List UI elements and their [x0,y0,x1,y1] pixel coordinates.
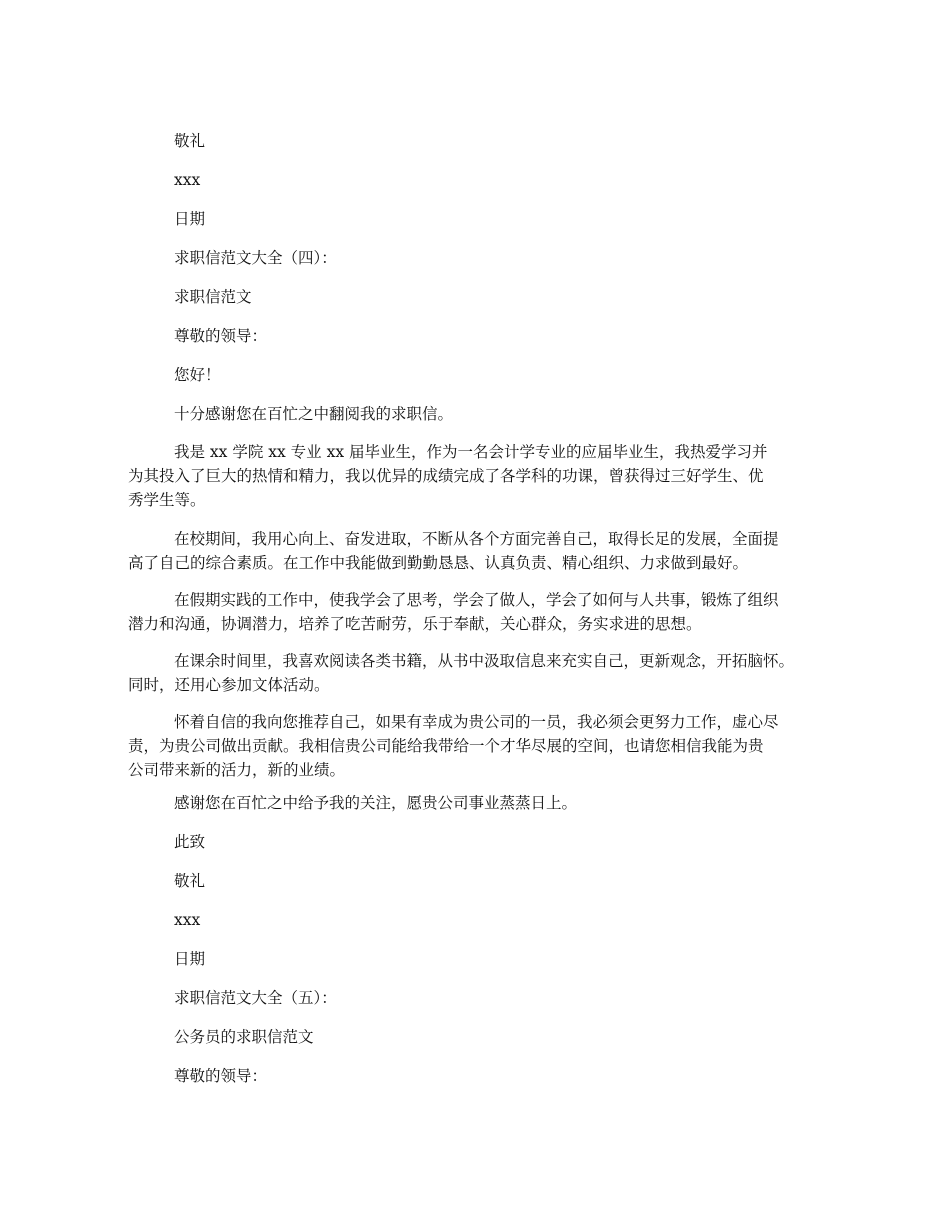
paragraph-line: 责，为贵公司做出贡献。我相信贵公司能给我带给一个才华尽展的空间，也请您相信我能为贵 [128,737,764,755]
body-paragraph [128,527,828,575]
closing-regards: 此致 [174,833,206,851]
section-heading-five: 求职信范文大全（五）： [174,989,337,1007]
letter-hello: 您好！ [174,366,221,384]
salutation-respect: 敬礼 [174,872,206,890]
body-paragraph [128,710,828,782]
paragraph-line: 潜力和沟通，协调潜力，培养了吃苦耐劳，乐于奉献，关心群众，务实求进的思想。 [128,615,702,633]
paragraph-line: 在假期实践的工作中，使我学会了思考，学会了做人，学会了如何与人共事，锻炼了组织 [174,591,779,609]
closing-thanks: 感谢您在百忙之中给予我的关注，愿贵公司事业蒸蒸日上。 [174,794,578,812]
body-paragraph [128,588,828,636]
signature-name: xxx [174,171,201,189]
body-paragraph [128,649,828,697]
paragraph-line: 怀着自信的我向您推荐自己，如果有幸成为贵公司的一员，我必须会更努力工作，虚心尽 [174,713,779,731]
paragraph-line: 为其投入了巨大的热情和精力，我以优异的成绩完成了各学科的功课，曾获得过三好学生、优 [128,467,764,485]
letter-title: 公务员的求职信范文 [174,1028,314,1046]
paragraph-line: 在课余时间里，我喜欢阅读各类书籍，从书中汲取信息来充实自己，更新观念，开拓脑怀。 [174,652,795,670]
letter-greeting: 尊敬的领导： [174,1067,268,1085]
paragraph-line: 同时，还用心参加文体活动。 [128,676,330,694]
signature-name: xxx [174,911,201,929]
paragraph-line: 公司带来新的活力，新的业绩。 [128,761,346,779]
letter-greeting: 尊敬的领导： [174,327,268,345]
section-heading-four: 求职信范文大全（四）： [174,249,337,267]
letter-intro: 十分感谢您在百忙之中翻阅我的求职信。 [174,405,454,423]
letter-title: 求职信范文 [174,288,252,306]
paragraph-line: 我是 xx 学院 xx 专业 xx 届毕业生，作为一名会计学专业的应届毕业生，我热爱学习并 [174,443,768,461]
signature-date: 日期 [174,950,206,968]
salutation-respect: 敬礼 [174,132,206,150]
paragraph-line: 秀学生等。 [128,491,206,509]
body-paragraph [128,440,828,512]
paragraph-line: 在校期间，我用心向上、奋发进取，不断从各个方面完善自己，取得长足的发展，全面提 [174,530,779,548]
paragraph-line: 高了自己的综合素质。在工作中我能做到勤勤恳恳、认真负责、精心组织、力求做到最好。 [128,554,749,572]
signature-date: 日期 [174,210,206,228]
